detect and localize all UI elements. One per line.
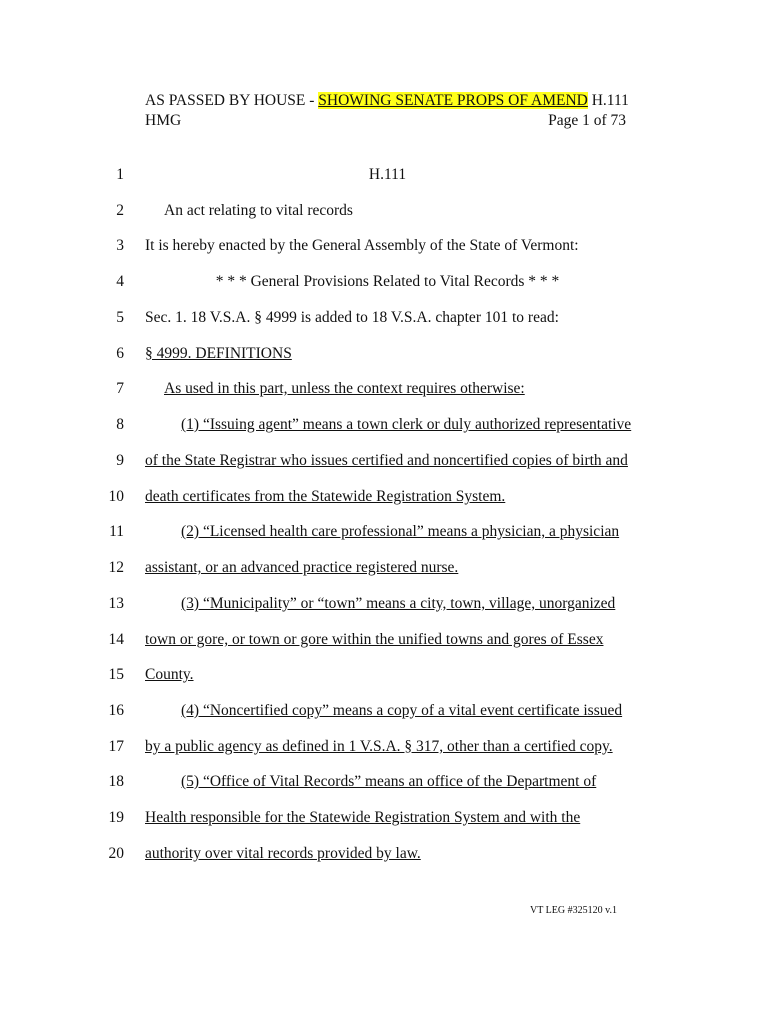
line-20 <box>0 845 770 867</box>
line-number: 18 <box>108 773 124 790</box>
line-14 <box>0 631 770 653</box>
section-text: Health responsible for the Statewide Registration System and with the <box>145 809 581 826</box>
line-11 <box>0 523 770 545</box>
line-number: 20 <box>108 845 124 862</box>
section-text: (4) “Noncertified copy” means a copy of a vital event certificate issued <box>181 702 623 719</box>
line-number: 10 <box>108 488 124 505</box>
line-number: 15 <box>108 666 124 683</box>
line-5 <box>0 309 770 331</box>
line-number: 5 <box>116 309 124 326</box>
header-highlight: SHOWING SENATE PROPS OF AMEND <box>318 92 588 109</box>
line-number: 8 <box>116 416 124 433</box>
enacting-clause: It is hereby enacted by the General Assembly of the State of Vermont: <box>145 237 579 254</box>
line-number: 3 <box>116 237 124 254</box>
section-text: (3) “Municipality” or “town” means a city, town, village, unorganized <box>181 595 616 612</box>
line-number: 16 <box>108 702 124 719</box>
line-number: 6 <box>116 345 124 362</box>
line-18 <box>0 773 770 795</box>
line-19 <box>0 809 770 831</box>
line-number: 1 <box>116 166 124 183</box>
document-footer: VT LEG #325120 v.1 <box>530 905 617 916</box>
line-12 <box>0 559 770 581</box>
line-2 <box>0 202 770 224</box>
section-text: (1) “Issuing agent” means a town clerk or duly authorized representative <box>181 416 632 433</box>
line-3 <box>0 237 770 259</box>
line-10 <box>0 488 770 510</box>
line-6 <box>0 345 770 367</box>
line-9 <box>0 452 770 474</box>
bill-number: H.111 <box>368 166 407 183</box>
line-number: 19 <box>108 809 124 826</box>
line-8 <box>0 416 770 438</box>
section-text: (2) “Licensed health care professional” means a physician, a physician <box>181 523 620 540</box>
header-initials: HMG <box>145 112 182 129</box>
line-13 <box>0 595 770 617</box>
line-number: 17 <box>108 738 124 755</box>
act-title: An act relating to vital records <box>164 202 353 219</box>
section-text: of the State Registrar who issues certified and noncertified copies of birth and <box>145 452 628 469</box>
line-number: 9 <box>116 452 124 469</box>
header-subline <box>145 112 626 130</box>
section-text: death certificates from the Statewide Registration System. <box>145 488 506 505</box>
section-text: authority over vital records provided by law. <box>145 845 421 862</box>
line-number: 7 <box>116 380 124 397</box>
section-text: assistant, or an advanced practice registered nurse. <box>145 559 459 576</box>
header-title <box>145 92 629 110</box>
line-7 <box>0 380 770 402</box>
line-number: 12 <box>108 559 124 576</box>
line-number: 11 <box>109 523 124 540</box>
line-1 <box>0 166 770 188</box>
line-15 <box>0 666 770 688</box>
section-heading: * * * General Provisions Related to Vital Records * * * <box>215 273 560 290</box>
line-number: 2 <box>116 202 124 219</box>
section-text: by a public agency as defined in 1 V.S.A. § 317, other than a certified copy. <box>145 738 613 755</box>
header-bill: H.111 <box>587 92 629 109</box>
section-text: town or gore, or town or gore within the unified towns and gores of Essex <box>145 631 604 648</box>
line-16 <box>0 702 770 724</box>
header-prefix: AS PASSED BY HOUSE - <box>145 92 319 109</box>
section-text: County. <box>145 666 194 683</box>
line-number: 4 <box>116 273 124 290</box>
line-number: 14 <box>108 631 124 648</box>
section-text: Sec. 1. 18 V.S.A. § 4999 is added to 18 V.S.A. chapter 101 to read: <box>145 309 559 326</box>
line-17 <box>0 738 770 760</box>
line-4 <box>0 273 770 295</box>
page-number: Page 1 of 73 <box>548 112 626 129</box>
section-text: (5) “Office of Vital Records” means an office of the Department of <box>181 773 597 790</box>
section-text: As used in this part, unless the context requires otherwise: <box>164 380 525 397</box>
definitions-heading: § 4999. DEFINITIONS <box>145 345 292 362</box>
line-number: 13 <box>108 595 124 612</box>
